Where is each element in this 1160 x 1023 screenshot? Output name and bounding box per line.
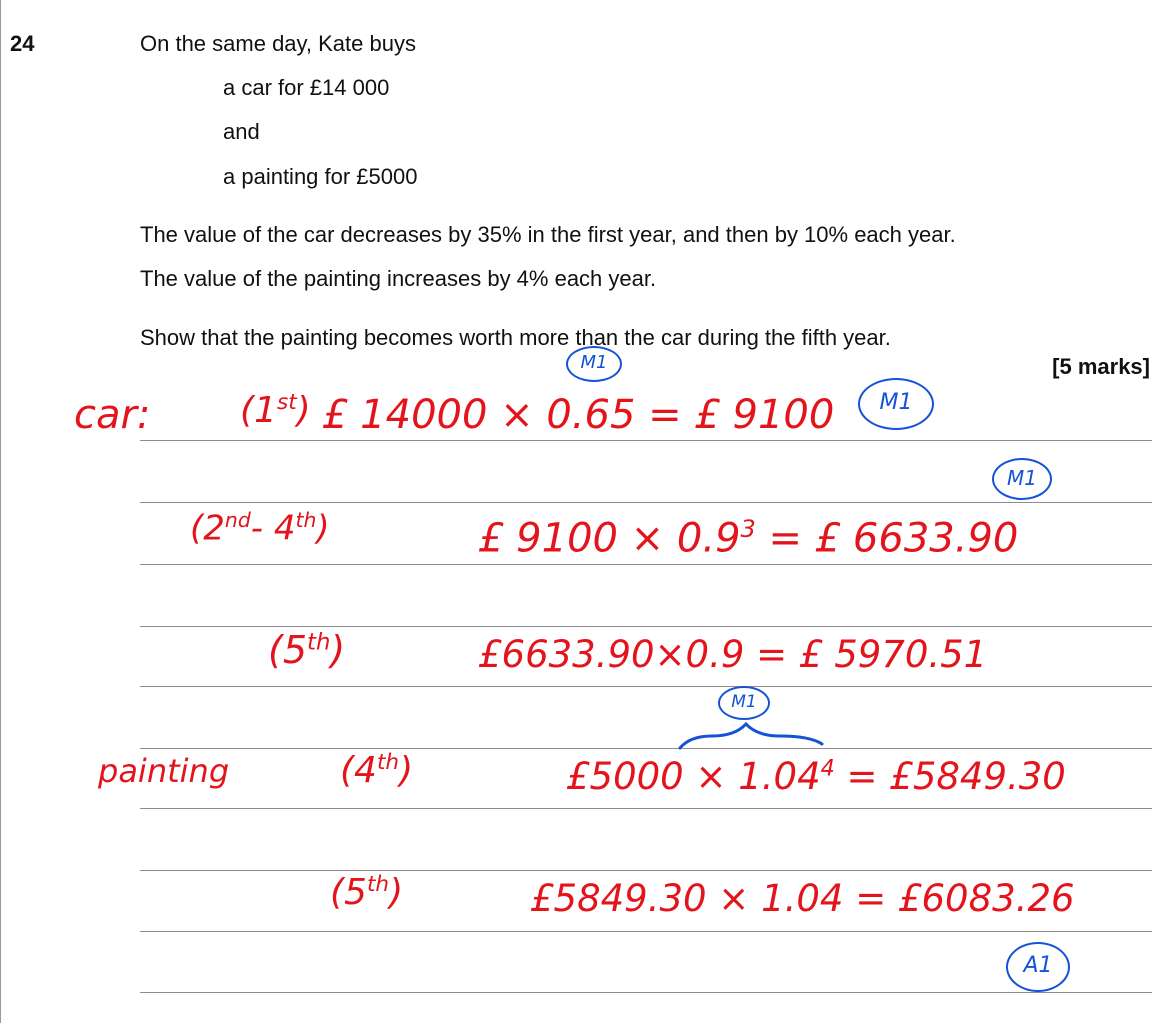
question-number: 24 bbox=[10, 31, 35, 56]
question-task: Show that the painting becomes worth more than the car during the fifth year. bbox=[140, 325, 891, 350]
row5-equation: £5849.30 × 1.04 = £6083.26 bbox=[530, 877, 1075, 920]
row1-equation: £ 14000 × 0.65 = £ 9100 bbox=[322, 392, 835, 438]
row5-year: (5th) bbox=[330, 872, 404, 913]
row3-year: (5th) bbox=[268, 628, 346, 672]
painting-label: painting bbox=[98, 752, 230, 790]
row4-year: (4th) bbox=[340, 750, 414, 791]
car-label: car: bbox=[74, 392, 151, 438]
question-item-car: a car for £14 000 bbox=[223, 75, 390, 100]
mark-m1-method: M1 bbox=[566, 346, 622, 382]
mark-m1-painting: M1 bbox=[718, 686, 770, 720]
row4-equation: £5000 × $1.04^4$ = £5849.30 bbox=[566, 755, 1066, 798]
row3-equation: £6633.90×0.9 = £ 5970.51 bbox=[478, 633, 988, 676]
question-and: and bbox=[223, 119, 260, 144]
row1-year: (1st) bbox=[240, 390, 311, 431]
question-line-painting: The value of the painting increases by 4% each year. bbox=[140, 266, 657, 291]
mark-m1-first-year: M1 bbox=[858, 378, 934, 430]
mark-m1-compound: M1 bbox=[992, 458, 1052, 500]
brace-stroke bbox=[680, 724, 822, 748]
question-line-car: The value of the car decreases by 35% in the first year, and then by 10% each year. bbox=[140, 222, 956, 247]
marks-label: [5 marks] bbox=[1052, 354, 1150, 379]
question-intro: On the same day, Kate buys bbox=[140, 31, 416, 56]
row2-year: (2nd- 4th) bbox=[190, 508, 330, 549]
mark-a1-answer: A1 bbox=[1006, 942, 1070, 992]
row2-equation: £ $9100 \times 0.9^3$ = £ 6633.90 bbox=[478, 515, 1019, 562]
question-item-painting: a painting for £5000 bbox=[223, 164, 418, 189]
